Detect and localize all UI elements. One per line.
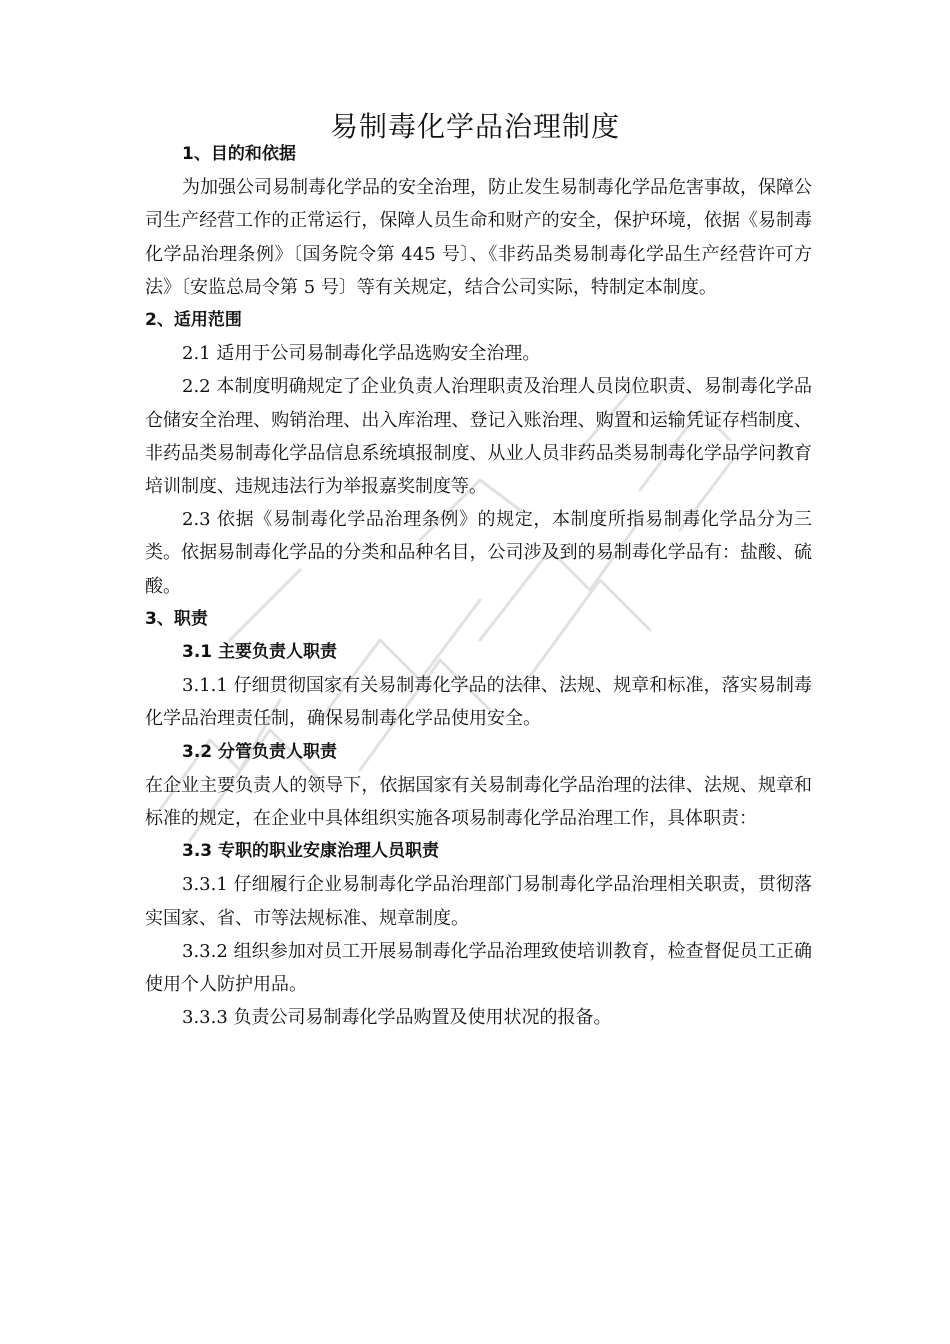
document-body <box>145 138 812 1034</box>
section-3-1-1-paragraph: 3.1.1 仔细贯彻国家有关易制毒化学品的法律、法规、规章和标准，落实易制毒化学品治理责任制，确保易制毒化学品使用安全。 <box>145 675 812 730</box>
section-1-paragraph: 为加强公司易制毒化学品的安全治理，防止发生易制毒化学品危害事故，保障公司生产经营工作的正常运行，保障人员生命和财产的安全，保护环境，依据《易制毒化学品治理条例》〔国务院令第 445 号〕、《非药品类易制毒化学品生产经营许可方法》〔安监总局令第 5 号〕等有关规定，结合公司实际，特制定本制度。 <box>145 177 812 298</box>
section-3-2-paragraph: 在企业主要负责人的领导下，依据国家有关易制毒化学品治理的法律、法规、规章和标准的规定，在企业中具体组织实施各项易制毒化学品治理工作，具体职责： <box>145 774 812 830</box>
section-2-1-paragraph: 2.1 适用于公司易制毒化学品选购安全治理。 <box>182 343 541 365</box>
section-3-3-2-paragraph: 3.3.2 组织参加对员工开展易制毒化学品治理致使培训教育，检查督促员工正确使用个人防护用品。 <box>145 940 812 996</box>
section-3-1-heading: 3.1 主要负责人职责 <box>182 642 338 663</box>
document-title: 易制毒化学品治理制度 <box>329 109 620 143</box>
section-3-3-3-paragraph: 3.3.3 负责公司易制毒化学品购置及使用状况的报备。 <box>182 1007 612 1029</box>
section-2-3-paragraph: 2.3 依据《易制毒化学品治理条例》的规定，本制度所指易制毒化学品分为三类。依据易制毒化学品的分类和品种名目，公司涉及到的易制毒化学品有：盐酸、硫酸。 <box>145 509 812 597</box>
section-2-2-paragraph: 2.2 本制度明确规定了企业负责人治理职责及治理人员岗位职责、易制毒化学品仓储安全治理、购销治理、出入库治理、登记入账治理、购置和运输凭证存档制度、非药品类易制毒化学品信息系统填报制度、从业人员非药品类易制毒化学品学问教育培训制度、违规违法行为举报嘉奖制度等。 <box>145 376 812 498</box>
section-3-heading: 3、职责 <box>145 608 208 629</box>
section-1-heading: 1、目的和依据 <box>182 144 296 164</box>
section-3-3-1-paragraph: 3.3.1 仔细履行企业易制毒化学品治理部门易制毒化学品治理相关职责，贯彻落实国家、省、市等法规标准、规章制度。 <box>145 874 812 929</box>
section-3-3-heading: 3.3 专职的职业安康治理人员职责 <box>182 841 440 862</box>
section-3-2-heading: 3.2 分管负责人职责 <box>182 741 338 762</box>
section-2-heading: 2、适用范围 <box>145 310 242 331</box>
